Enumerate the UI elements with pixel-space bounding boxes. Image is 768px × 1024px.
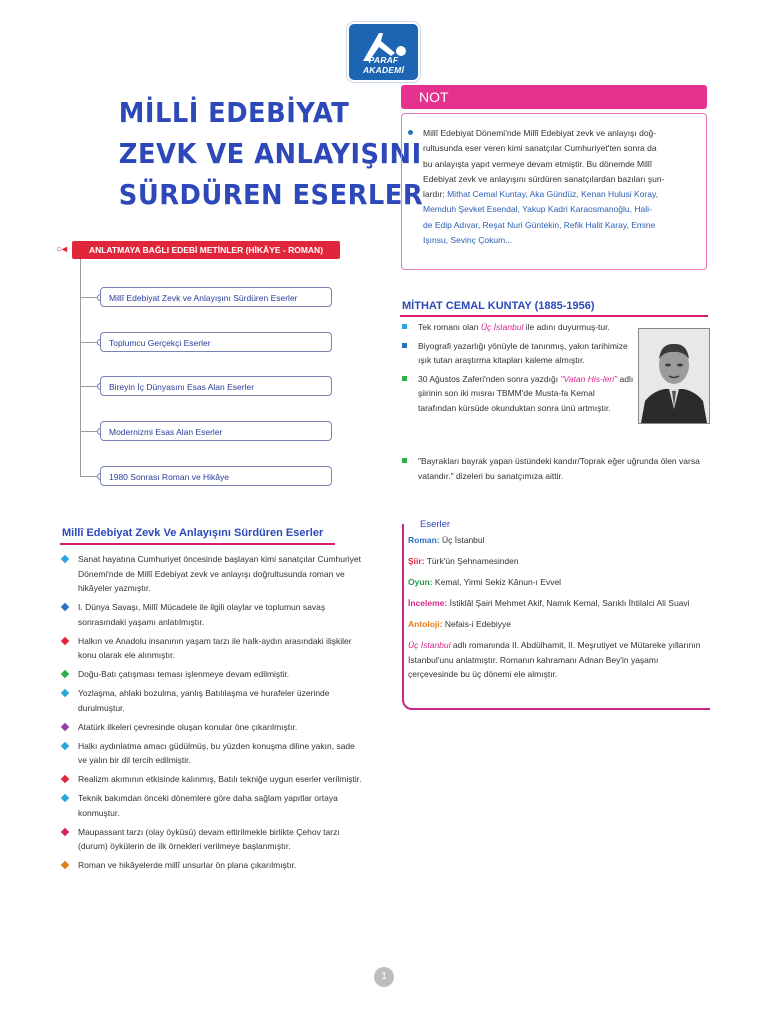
diamond-bullet-icon	[61, 794, 69, 802]
list-item: Realizm akımının etkisinde kalınmış, Batılı tekniğe uygun eserler verilmiştir.	[62, 772, 362, 787]
tree-item: Bireyin İç Dünyasını Esas Alan Eserler	[100, 376, 332, 396]
tree-connector-icon: ○◂	[56, 244, 68, 255]
author-facts	[402, 320, 634, 415]
works-item: İnceleme: İstiklâl Şairi Mehmet Akif, Namık Kemal, Sarıklı İhtilalci Ali Suavi	[408, 598, 690, 608]
list-item: "Bayrakları bayrak yapan üstündeki kandır/Toprak eğer uğrunda ölen varsa vatandır." dizeleri bu sanatçımıza aittir.	[402, 454, 708, 483]
list-item: Maupassant tarzı (olay öyküsü) devam ettirilmekle birlikte Çehov tarzı (durum) öykülerin de ilk örnekleri verilmeye başlanmıştır.	[62, 825, 362, 854]
list-item: 30 Ağustos Zaferi'nden sonra yazdığı "Vatan His-leri" adlı şiirinin son iki mısraı TBMM'de Musta-fa Kemal tarafından kürsüde okunduktan sonra ünü artmıştır.	[402, 372, 634, 416]
diamond-bullet-icon	[61, 689, 69, 697]
tree-item: Modernizmi Esas Alan Eserler	[100, 421, 332, 441]
list-item: I. Dünya Savaşı, Millî Mücadele ile ilgili olaylar ve toplumun savaş sonrasındaki yaşamı anlatılmıştır.	[62, 600, 362, 629]
list-item: Biyografi yazarlığı yönüyle de tanınmış, yakın tarihimize ışık tutan araştırma kitapları kaleme almıştır.	[402, 339, 634, 368]
section-underline	[400, 315, 708, 317]
works-item: Antoloji: Nefais-i Edebiyye	[408, 619, 511, 629]
diamond-bullet-icon	[61, 741, 69, 749]
author-quote	[402, 454, 708, 483]
works-item: Şiir: Türk'ün Şehnamesinden	[408, 556, 519, 566]
note-text: Millî Edebiyat Dönemi'nde Millî Edebiyat zevk ve anlayışı doğ- rultusunda eser veren kimi sanatçılar Cumhuriyet'ten sonra da bu anlayışta yapıt vermeye devam etmiştir. Bu dönemde Millî Edebiyat zevk ve anlayışını sürdüren sanatçılardan bazıları şun- lardır: Mithat Cemal Kuntay, Aka Gündüz, Kenan Hulusi Koray, Memduh Şevket Esendal, Yakup Kadri Karaosmanoğlu, Hali- de Edip Adıvar, Reşat Nuri Güntekin, Refik Halit Karay, Emine Işınsu, Sevinç Çokum...	[423, 126, 701, 248]
diamond-bullet-icon	[61, 861, 69, 869]
author-names: Mithat Cemal Kuntay, Aka Gündüz, Kenan Hulusi Koray,	[447, 189, 658, 200]
tree-trunk	[80, 259, 81, 476]
page-number: 1	[374, 967, 394, 987]
list-item: Teknik bakımdan önceki dönemlere göre daha sağlam yapıtlar ortaya konmuştur.	[62, 791, 362, 820]
works-item: Roman: Üç İstanbul	[408, 535, 485, 545]
title-line: MİLLİ EDEBİYAT	[118, 96, 350, 129]
book-title: Üç İstanbul	[480, 322, 524, 332]
poem-title: "Vatan His-leri"	[560, 373, 618, 384]
list-item: Yozlaşma, ahlaki bozulma, yanlış Batılılaşma ve hurafeler üzerinde durulmuştur.	[62, 686, 362, 715]
list-item: Doğu-Batı çatışması teması işlenmeye devam edilmiştir.	[62, 667, 362, 682]
works-list	[408, 533, 708, 688]
tree-item: Toplumcu Gerçekçi Eserler	[100, 332, 332, 352]
dot-bullet-icon	[408, 130, 413, 135]
works-item: Oyun: Kemal, Yirmi Sekiz Kânun-ı Evvel	[408, 577, 562, 587]
logo-text: PARAF AKADEMİ	[362, 55, 405, 75]
diamond-bullet-icon	[61, 827, 69, 835]
works-note: Üç İstanbul adlı romanında II. Abdülhamit, II. Meşrutiyet ve Mütareke yıllarının İstanbul'unu anlatmıştır. Romanın kahramanı Adnan Bey'in yaşamı çerçevesinde bu üç dönemi ele almıştır.	[408, 640, 701, 679]
author-names: Işınsu, Sevinç Çokum...	[423, 235, 513, 246]
author-names: de Edip Adıvar, Reşat Nuri Güntekin, Refik Halit Karay, Emine	[423, 219, 656, 230]
list-item: Sanat hayatına Cumhuriyet öncesinde başlayan kimi sanatçılar Cumhuriyet Dönemi'nde de Millî Edebiyat zevk ve anlayışı doğrultusunda roman ve hikâyeler yazmıştır.	[62, 552, 362, 596]
page-title	[110, 92, 424, 215]
diamond-bullet-icon	[61, 603, 69, 611]
list-item: Atatürk ilkeleri çevresinde oluşan konular öne çıkarılmıştır.	[62, 720, 362, 735]
list-item: Tek romanı olan Üç İstanbul ile adını duyurmuş-tur.	[402, 320, 634, 335]
section-title: Millî Edebiyat Zevk Ve Anlayışını Sürdüren Eserler	[62, 527, 324, 539]
note-header	[401, 85, 707, 109]
list-item: Roman ve hikâyelerde millî unsurlar ön plana çıkarılmıştır.	[62, 858, 362, 873]
author-portrait	[638, 328, 710, 424]
author-section-title: MİTHAT CEMAL KUNTAY (1885-1956)	[402, 300, 595, 312]
square-bullet-icon	[402, 324, 407, 329]
section-underline	[60, 543, 335, 545]
square-bullet-icon	[402, 343, 407, 348]
tree-header: ANLATMAYA BAĞLI EDEBİ METİNLER (HİKÂYE - ROMAN)	[72, 241, 340, 259]
paraf-akademi-logo	[349, 24, 418, 80]
feature-list	[62, 552, 362, 877]
diamond-bullet-icon	[61, 775, 69, 783]
list-item: Halkı aydınlatma amacı güdülmüş, bu yüzden konuşma diline yakın, sade ve yalın bir dil tercih edilmiştir.	[62, 739, 362, 768]
title-line: SÜRDÜREN ESERLER	[118, 178, 424, 211]
diamond-bullet-icon	[61, 670, 69, 678]
diamond-bullet-icon	[61, 555, 69, 563]
diamond-bullet-icon	[61, 722, 69, 730]
square-bullet-icon	[402, 376, 407, 381]
list-item: Halkın ve Anadolu insanının yaşam tarzı ile halk-aydın arasındaki ilişkiler konu olarak ele alınmıştır.	[62, 634, 362, 663]
author-names: Memduh Şevket Esendal, Yakup Kadri Karaosmanoğlu, Hali-	[423, 204, 652, 215]
works-label: Eserler	[420, 519, 451, 530]
diamond-bullet-icon	[61, 636, 69, 644]
tree-item: 1980 Sonrası Roman ve Hikâye	[100, 466, 332, 486]
tree-item: Millî Edebiyat Zevk ve Anlayışını Sürdüren Eserler	[100, 287, 332, 307]
title-line: ZEVK VE ANLAYIŞINI	[118, 137, 422, 170]
square-bullet-icon	[402, 458, 407, 463]
note-title: NOT	[419, 89, 449, 105]
